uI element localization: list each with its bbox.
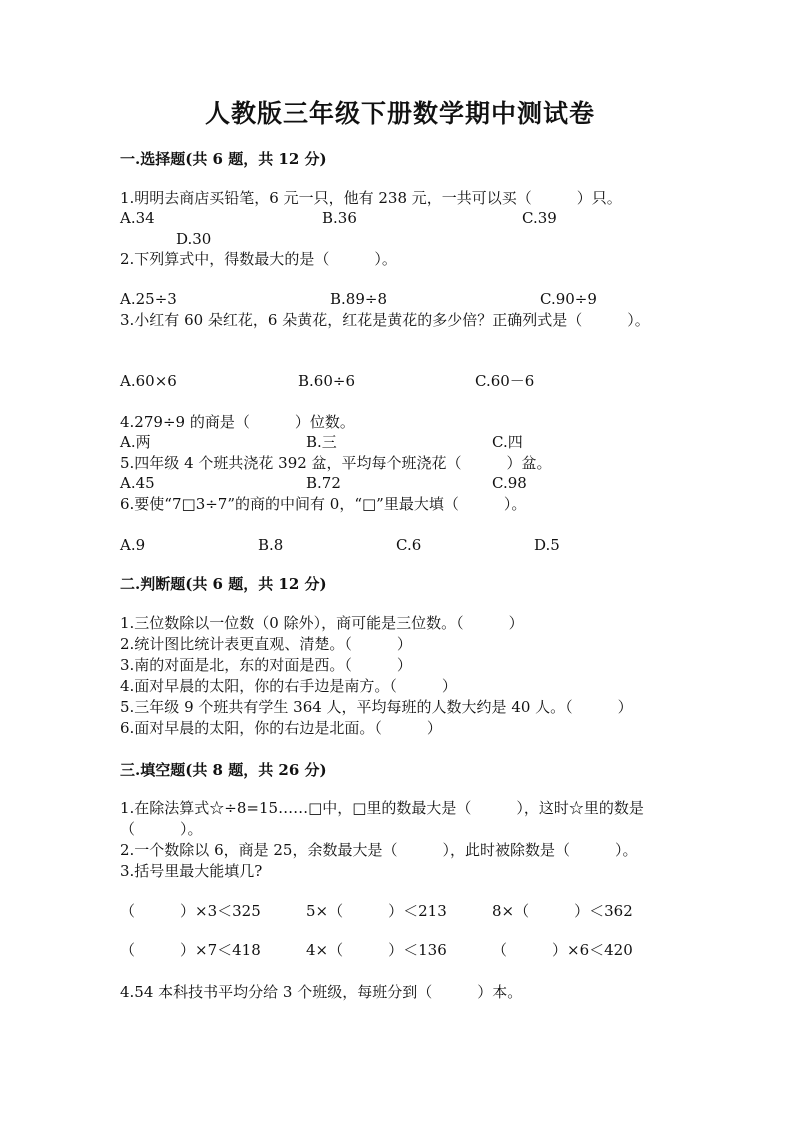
option-b: B.三: [306, 433, 337, 451]
fill-item: 2.一个数除以 6，商是 25，余数最大是（ ），此时被除数是（ ）。: [120, 841, 638, 859]
page-title: 人教版三年级下册数学期中测试卷: [204, 99, 595, 128]
judge-item: 5.三年级 9 个班共有学生 364 人，平均每班的人数大约是 40 人。（ ）: [120, 698, 633, 716]
inequality: 5×（ ）＜213: [306, 902, 447, 920]
option-a: A.45: [120, 474, 155, 492]
question-stem: 6.要使“7□3÷7”的商的中间有 0，“□”里最大填（ ）。: [120, 495, 527, 513]
option-c: C.6: [396, 536, 422, 554]
option-b: B.89÷8: [330, 290, 387, 308]
option-c: C.39: [522, 209, 557, 227]
fill-item: 1.在除法算式☆÷8=15……□中，□里的数最大是（ ），这时☆里的数是: [120, 799, 644, 817]
option-b: B.8: [258, 536, 284, 554]
inequality: （ ）×7＜418: [120, 941, 261, 959]
inequality: （ ）×6＜420: [492, 941, 633, 959]
option-a: A.两: [120, 433, 151, 451]
judge-item: 3.南的对面是北，东的对面是西。（ ）: [120, 656, 412, 674]
fill-item: 3.括号里最大能填几?: [120, 862, 263, 880]
option-c: C.98: [492, 474, 527, 492]
option-a: A.34: [120, 209, 155, 227]
option-d: D.30: [176, 230, 212, 248]
inequality: 8×（ ）＜362: [492, 902, 633, 920]
judge-item: 4.面对早晨的太阳，你的右手边是南方。（ ）: [120, 677, 457, 695]
option-b: B.36: [322, 209, 357, 227]
question-stem: 4.279÷9 的商是（ ）位数。: [120, 413, 355, 431]
option-b: B.60÷6: [298, 372, 355, 390]
question-stem: 1.明明去商店买铅笔，6 元一只，他有 238 元，一共可以买（ ）只。: [120, 189, 622, 207]
question-stem: 2.下列算式中，得数最大的是（ ）。: [120, 250, 397, 268]
section-heading-judge: 二.判断题(共 6 题，共 12 分): [120, 575, 327, 593]
option-b: B.72: [306, 474, 341, 492]
judge-item: 1.三位数除以一位数（0 除外），商可能是三位数。（ ）: [120, 614, 524, 632]
option-c: C.90÷9: [540, 290, 597, 308]
section-heading-fill: 三.填空题(共 8 题，共 26 分): [120, 761, 327, 779]
judge-item: 6.面对早晨的太阳，你的右边是北面。（ ）: [120, 719, 442, 737]
option-a: A.25÷3: [120, 290, 177, 308]
question-stem: 5.四年级 4 个班共浇花 392 盆，平均每个班浇花（ ）盆。: [120, 454, 552, 472]
option-c: C.四: [492, 433, 523, 451]
option-d: D.5: [534, 536, 560, 554]
inequality: （ ）×3＜325: [120, 902, 261, 920]
option-c: C.60－6: [475, 372, 535, 390]
fill-item: 4.54 本科技书平均分给 3 个班级，每班分到（ ）本。: [120, 983, 523, 1001]
option-a: A.9: [120, 536, 146, 554]
judge-item: 2.统计图比统计表更直观、清楚。（ ）: [120, 635, 412, 653]
question-stem: 3.小红有 60 朵红花，6 朵黄花，红花是黄花的多少倍？正确列式是（ ）。: [120, 311, 650, 329]
section-heading-choice: 一.选择题(共 6 题，共 12 分): [120, 150, 327, 168]
fill-item-continued: （ ）。: [120, 820, 203, 838]
inequality: 4×（ ）＜136: [306, 941, 447, 959]
option-a: A.60×6: [120, 372, 177, 390]
